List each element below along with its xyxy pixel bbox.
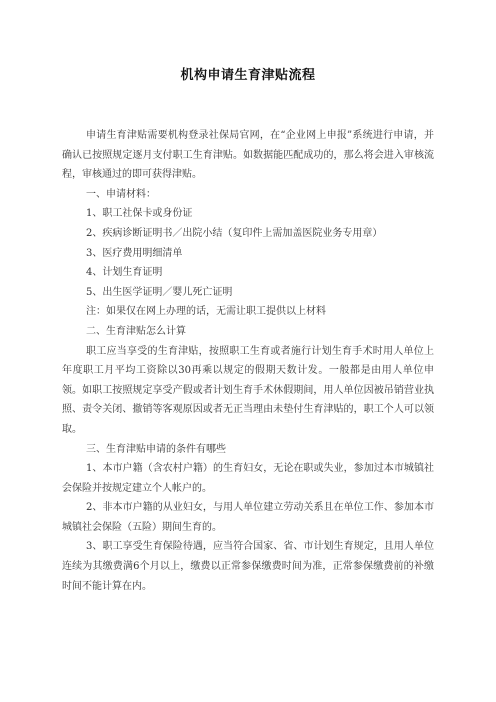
condition-item: 3、职工享受生育保险待遇，应当符合国家、省、市计划生育规定，且用人单位连续为其缴费满6个月以上，缴费以正常参保缴费时间为准，正常参保缴费前的补缴时间不能计算在内。	[62, 541, 434, 592]
condition-item: 2、非本市户籍的从业妇女，与用人单位建立劳动关系且在单位工作、参加本市城镇社会保险（五险）期间生育的。	[62, 502, 434, 533]
document-body	[62, 126, 434, 596]
section3-heading: 三、生育津贴申请的条件有哪些	[86, 443, 226, 455]
material-item: 5、出生医学证明／婴儿死亡证明	[86, 286, 233, 298]
document-title: 机构申请生育津贴流程	[180, 68, 316, 83]
condition-item: 1、本市户籍（含农村户籍）的生育妇女，无论在职或失业，参加过本市城镇社会保险并按规定建立个人帐户的。	[62, 463, 434, 494]
intro-paragraph: 申请生育津贴需要机构登录社保局官网，在“企业网上申报”系统进行申请，并确认已按照规定逐月支付职工生育津贴。如数据能匹配成功的，那么将会进入审核流程，审核通过的即可获得津贴。	[62, 130, 434, 181]
material-item: 3、医疗费用明细清单	[86, 247, 183, 259]
material-item: 2、疾病诊断证明书／出院小结（复印件上需加盖医院业务专用章）	[86, 227, 383, 239]
material-item: 4、计划生育证明	[86, 267, 163, 279]
section1-note: 注：如果仅在网上办理的话，无需让职工提供以上材料	[86, 306, 326, 318]
section1-heading: 一、申请材料：	[86, 188, 156, 200]
section2-body: 职工应当享受的生育津贴，按照职工生育或者施行计划生育手术时用人单位上年度职工月平均工资除以30再乘以规定的假期天数计发。一般都是由用人单位申领。如职工按照规定享受产假或者计划生育手术休假期间，用人单位因被吊销营业执照、责令关闭、撤销等客观原因或者无正当理由未垫付生育津贴的，职工个人可以领取。	[62, 345, 434, 435]
material-item: 1、职工社保卡或身份证	[86, 208, 193, 220]
section2-heading: 二、生育津贴怎么计算	[86, 325, 186, 337]
